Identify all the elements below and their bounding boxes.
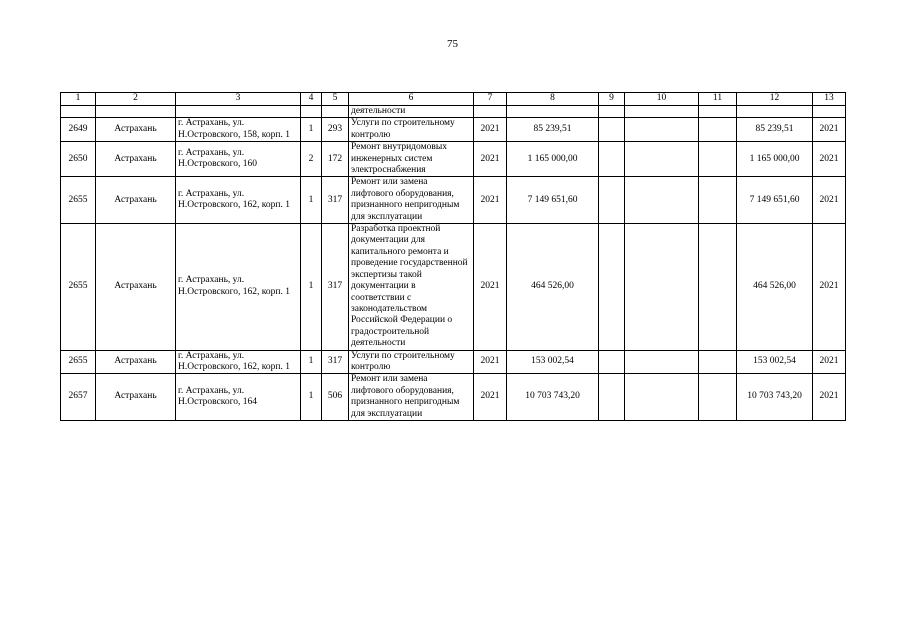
column-header: 6 [349, 93, 474, 106]
table-row: 2650 Астрахань г. Астрахань, ул. Н.Островского, 160 2 172 Ремонт внутридомовых инженерных систем электроснабжения 2021 1 165 000,00 1 165 000,00 2021 [61, 142, 846, 177]
continuation-text: деятельности [349, 106, 474, 118]
column-header: 13 [813, 93, 846, 106]
column-header: 5 [322, 93, 349, 106]
column-header: 12 [737, 93, 813, 106]
header-row [61, 93, 846, 106]
continuation-row [61, 106, 846, 118]
table-row: 2649 Астрахань г. Астрахань, ул. Н.Островского, 158, корп. 1 1 293 Услуги по строительному контролю 2021 85 239,51 85 239,51 2021 [61, 118, 846, 142]
table-row: 2657 Астрахань г. Астрахань, ул. Н.Островского, 164 1 506 Ремонт или замена лифтового оборудования, признанного непригодным для эксплуатации 2021 10 703 743,20 10 703 743,20 2021 [61, 374, 846, 421]
column-header: 10 [625, 93, 699, 106]
column-header: 8 [507, 93, 599, 106]
column-header: 4 [301, 93, 322, 106]
table-row: 2655 Астрахань г. Астрахань, ул. Н.Островского, 162, корп. 1 1 317 Ремонт или замена лифтового оборудования, признанного непригодным для эксплуатации 2021 7 149 651,60 7 149 651,60 2021 [61, 177, 846, 224]
column-header: 9 [599, 93, 625, 106]
table-row: 2655 Астрахань г. Астрахань, ул. Н.Островского, 162, корп. 1 1 317 Разработка проектной документации для капитального ремонта и проведение государственной экспертизы такой документации в соответствии с законодательством Российской Федерации о градостроительной деятельности 2021 464 526,00 464 526,00 2021 [61, 224, 846, 350]
works-table [60, 92, 846, 421]
column-header: 11 [699, 93, 737, 106]
column-header: 3 [176, 93, 301, 106]
table-row: 2655 Астрахань г. Астрахань, ул. Н.Островского, 162, корп. 1 1 317 Услуги по строительному контролю 2021 153 002,54 153 002,54 2021 [61, 350, 846, 374]
column-header: 1 [61, 93, 96, 106]
page-number: 75 [447, 38, 458, 50]
column-header: 2 [96, 93, 176, 106]
column-header: 7 [474, 93, 507, 106]
